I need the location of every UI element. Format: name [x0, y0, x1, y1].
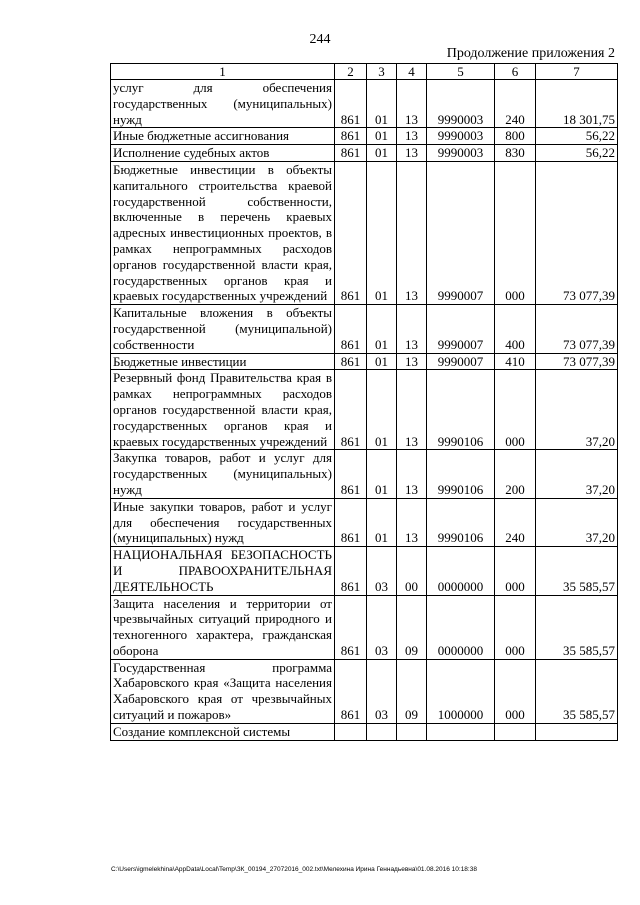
- row-code-type: 400: [495, 305, 536, 353]
- row-name: услуг для обеспечения государственных (муниципальных) нужд: [111, 80, 335, 128]
- row-code-target: [427, 723, 495, 740]
- table-row: [111, 161, 618, 304]
- row-code-target: 9990007: [427, 353, 495, 370]
- row-code-section: 01: [367, 305, 397, 353]
- row-code-type: 240: [495, 498, 536, 546]
- header-cell: 1: [111, 64, 335, 80]
- row-amount: 37,20: [536, 498, 618, 546]
- row-code-admin: 861: [335, 353, 367, 370]
- row-amount: 56,22: [536, 128, 618, 145]
- row-code-subsection: 13: [397, 370, 427, 450]
- row-name: Бюджетные инвестиции в объекты капитального строительства краевой государственной собственности, включенные в перечень краевых адресных инвестиционных проектов, в рамках непрограммных расходов органов государственной власти края, государственных органов края и краевых государственных учреждений: [111, 161, 335, 304]
- row-code-section: 01: [367, 450, 397, 498]
- table-row: [111, 498, 618, 546]
- header-cell: 5: [427, 64, 495, 80]
- row-code-subsection: 13: [397, 161, 427, 304]
- row-name: Иные бюджетные ассигнования: [111, 128, 335, 145]
- row-code-subsection: 13: [397, 450, 427, 498]
- row-code-section: 03: [367, 595, 397, 659]
- row-code-type: [495, 723, 536, 740]
- row-code-subsection: 09: [397, 595, 427, 659]
- table-row: [111, 450, 618, 498]
- row-code-type: 000: [495, 659, 536, 723]
- row-code-target: 9990007: [427, 305, 495, 353]
- table-body: [111, 80, 618, 741]
- table-row: [111, 659, 618, 723]
- row-amount: 56,22: [536, 145, 618, 162]
- row-code-section: 01: [367, 161, 397, 304]
- row-code-admin: 861: [335, 659, 367, 723]
- row-amount: 37,20: [536, 450, 618, 498]
- row-code-admin: 861: [335, 305, 367, 353]
- appendix-caption: Продолжение приложения 2: [446, 46, 615, 61]
- table-row: [111, 723, 618, 740]
- row-code-section: 01: [367, 128, 397, 145]
- row-code-admin: 861: [335, 450, 367, 498]
- row-code-subsection: 13: [397, 498, 427, 546]
- page-number: 244: [309, 32, 331, 47]
- table-row: [111, 305, 618, 353]
- row-code-admin: [335, 723, 367, 740]
- row-code-section: 01: [367, 80, 397, 128]
- table-header-row: [111, 64, 618, 80]
- row-code-admin: 861: [335, 145, 367, 162]
- row-amount: 35 585,57: [536, 547, 618, 595]
- table-row: [111, 145, 618, 162]
- table-row: [111, 595, 618, 659]
- row-code-admin: 861: [335, 80, 367, 128]
- table-row: [111, 353, 618, 370]
- row-name: Защита населения и территории от чрезвычайных ситуаций природного и техногенного характера, гражданская оборона: [111, 595, 335, 659]
- row-code-type: 800: [495, 128, 536, 145]
- row-code-section: [367, 723, 397, 740]
- row-name: Закупка товаров, работ и услуг для государственных (муниципальных) нужд: [111, 450, 335, 498]
- row-code-subsection: 13: [397, 128, 427, 145]
- header-cell: 2: [335, 64, 367, 80]
- row-name: Исполнение судебных актов: [111, 145, 335, 162]
- row-code-subsection: 13: [397, 145, 427, 162]
- row-code-admin: 861: [335, 498, 367, 546]
- row-code-target: 0000000: [427, 547, 495, 595]
- row-code-section: 03: [367, 659, 397, 723]
- row-code-section: 01: [367, 145, 397, 162]
- row-amount: 73 077,39: [536, 353, 618, 370]
- header-cell: 7: [536, 64, 618, 80]
- row-code-admin: 861: [335, 595, 367, 659]
- row-code-target: 1000000: [427, 659, 495, 723]
- file-path-footer: C:\Users\igmelekhina\AppData\Local\Temp\ЗК_00194_27072016_002.txt\Мелехина Ирина Геннадьевна\01.08.2016 10:18:38: [111, 866, 477, 873]
- row-code-type: 410: [495, 353, 536, 370]
- row-code-type: 830: [495, 145, 536, 162]
- row-name: НАЦИОНАЛЬНАЯ БЕЗОПАСНОСТЬ И ПРАВООХРАНИТЕЛЬНАЯ ДЕЯТЕЛЬНОСТЬ: [111, 547, 335, 595]
- row-code-target: 9990003: [427, 145, 495, 162]
- row-code-type: 000: [495, 595, 536, 659]
- row-name: Бюджетные инвестиции: [111, 353, 335, 370]
- row-amount: 18 301,75: [536, 80, 618, 128]
- header-cell: 3: [367, 64, 397, 80]
- row-code-target: 9990003: [427, 80, 495, 128]
- row-code-type: 200: [495, 450, 536, 498]
- row-amount: 35 585,57: [536, 659, 618, 723]
- row-code-section: 01: [367, 498, 397, 546]
- row-name: Капитальные вложения в объекты государственной (муниципальной) собственности: [111, 305, 335, 353]
- row-amount: 73 077,39: [536, 161, 618, 304]
- table-row: [111, 80, 618, 128]
- row-code-admin: 861: [335, 370, 367, 450]
- row-code-subsection: [397, 723, 427, 740]
- row-code-target: 9990106: [427, 450, 495, 498]
- row-code-section: 01: [367, 370, 397, 450]
- budget-table: [110, 63, 618, 741]
- row-amount: [536, 723, 618, 740]
- row-code-type: 240: [495, 80, 536, 128]
- row-name: Резервный фонд Правительства края в рамках непрограммных расходов органов государственной власти края, государственных органов края и краевых государственных учреждений: [111, 370, 335, 450]
- row-code-subsection: 00: [397, 547, 427, 595]
- row-code-type: 000: [495, 547, 536, 595]
- row-amount: 35 585,57: [536, 595, 618, 659]
- row-code-section: 01: [367, 353, 397, 370]
- row-code-subsection: 09: [397, 659, 427, 723]
- header-cell: 4: [397, 64, 427, 80]
- row-code-section: 03: [367, 547, 397, 595]
- row-code-subsection: 13: [397, 353, 427, 370]
- row-code-subsection: 13: [397, 305, 427, 353]
- row-name: Иные закупки товаров, работ и услуг для обеспечения государственных (муниципальных) нужд: [111, 498, 335, 546]
- row-code-admin: 861: [335, 547, 367, 595]
- row-code-target: 9990003: [427, 128, 495, 145]
- row-code-subsection: 13: [397, 80, 427, 128]
- table-row: [111, 370, 618, 450]
- row-code-admin: 861: [335, 161, 367, 304]
- row-code-type: 000: [495, 370, 536, 450]
- table-row: [111, 128, 618, 145]
- row-code-admin: 861: [335, 128, 367, 145]
- row-code-target: 9990007: [427, 161, 495, 304]
- row-code-target: 9990106: [427, 498, 495, 546]
- row-code-type: 000: [495, 161, 536, 304]
- row-code-target: 0000000: [427, 595, 495, 659]
- header-cell: 6: [495, 64, 536, 80]
- row-code-target: 9990106: [427, 370, 495, 450]
- row-amount: 37,20: [536, 370, 618, 450]
- row-amount: 73 077,39: [536, 305, 618, 353]
- row-name: Создание комплексной системы: [111, 723, 335, 740]
- row-name: Государственная программа Хабаровского края «Защита населения Хабаровского края от чрезвычайных ситуаций и пожаров»: [111, 659, 335, 723]
- table-row: [111, 547, 618, 595]
